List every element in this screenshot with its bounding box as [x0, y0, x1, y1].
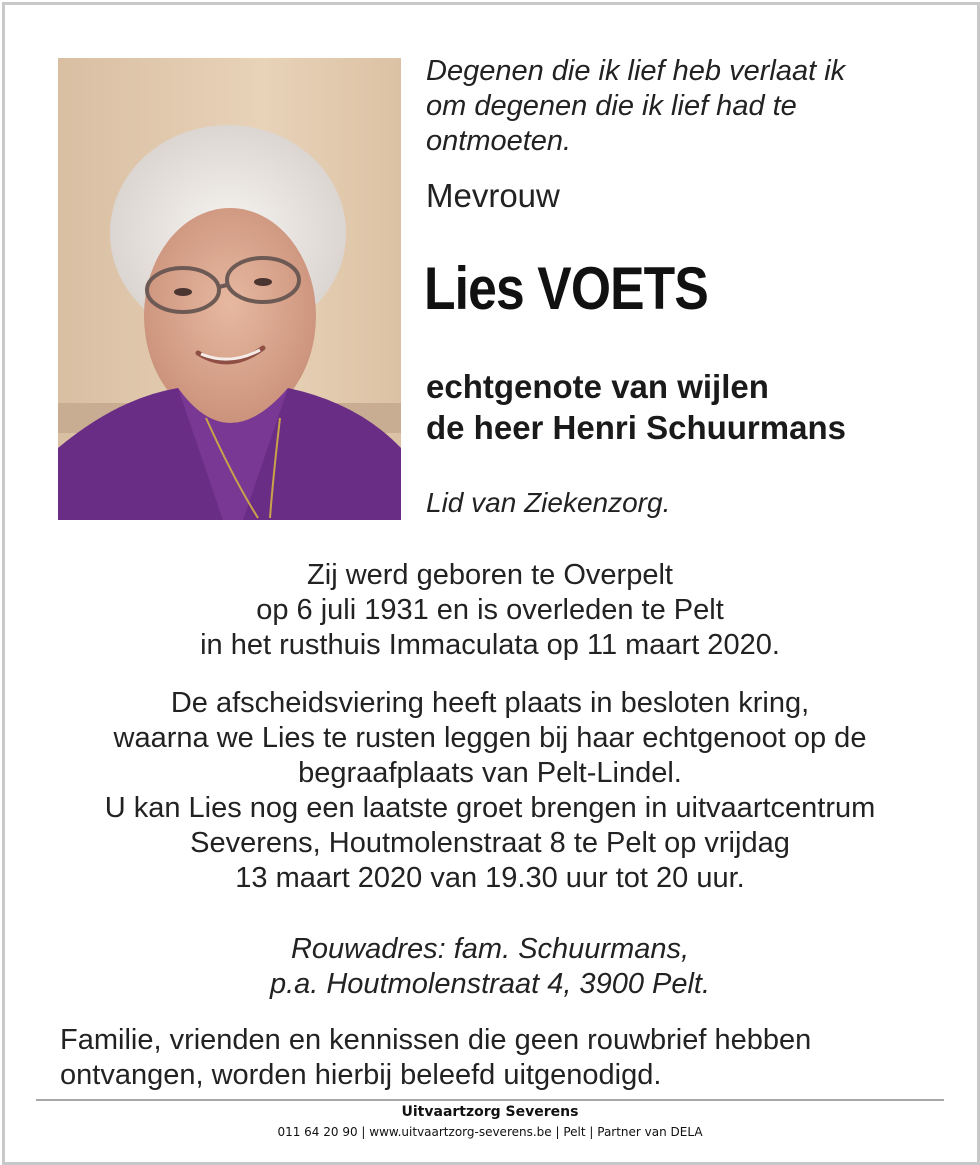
text-line: U kan Lies nog een laatste groet brengen in uitvaartcentrum [104, 792, 876, 824]
text-line: Familie, vrienden en kennissen die geen rouwbrief hebben [60, 1024, 812, 1056]
text-line: ontvangen, worden hierbij beleefd uitgenodigd. [60, 1059, 662, 1091]
text-line: 13 maart 2020 van 19.30 uur tot 20 uur. [235, 862, 745, 894]
spouse-info [426, 366, 946, 448]
text-line: De afscheidsviering heeft plaats in besloten kring, [170, 687, 810, 719]
text-line: op 6 juli 1931 en is overleden te Pelt [256, 594, 724, 626]
birth-death-paragraph [40, 558, 940, 663]
deceased-name: Lies VOETS [424, 255, 708, 322]
footer-company: Uitvaartzorg Severens [401, 1104, 579, 1120]
mourning-address [40, 932, 940, 1002]
text-line: in het rusthuis Immaculata op 11 maart 2020. [200, 629, 780, 661]
quote-line: Degenen die ik lief heb verlaat ik [426, 55, 846, 87]
footer-divider [36, 1099, 944, 1101]
text-line: Rouwadres: fam. Schuurmans, [290, 933, 690, 965]
salutation: Mevrouw [426, 177, 560, 214]
quote-line: ontmoeten. [426, 125, 572, 157]
footer-contact: 011 64 20 90 | www.uitvaartzorg-severens.be | Pelt | Partner van DELA [277, 1125, 703, 1139]
spouse-line: echtgenote van wijlen [426, 368, 769, 405]
ceremony-paragraph [40, 686, 940, 896]
opening-quote [426, 54, 946, 159]
text-line: Zij werd geboren te Overpelt [307, 559, 673, 591]
spouse-line: de heer Henri Schuurmans [426, 409, 846, 446]
text-line: begraafplaats van Pelt-Lindel. [298, 757, 682, 789]
portrait-photo [58, 58, 401, 520]
invitation-paragraph [60, 1023, 940, 1093]
text-line: p.a. Houtmolenstraat 4, 3900 Pelt. [269, 968, 711, 1000]
text-line: Severens, Houtmolenstraat 8 te Pelt op vrijdag [190, 827, 790, 859]
quote-line: om degenen die ik lief had te [426, 90, 797, 122]
text-line: waarna we Lies te rusten leggen bij haar echtgenoot op de [113, 722, 867, 754]
membership: Lid van Ziekenzorg. [426, 487, 671, 518]
